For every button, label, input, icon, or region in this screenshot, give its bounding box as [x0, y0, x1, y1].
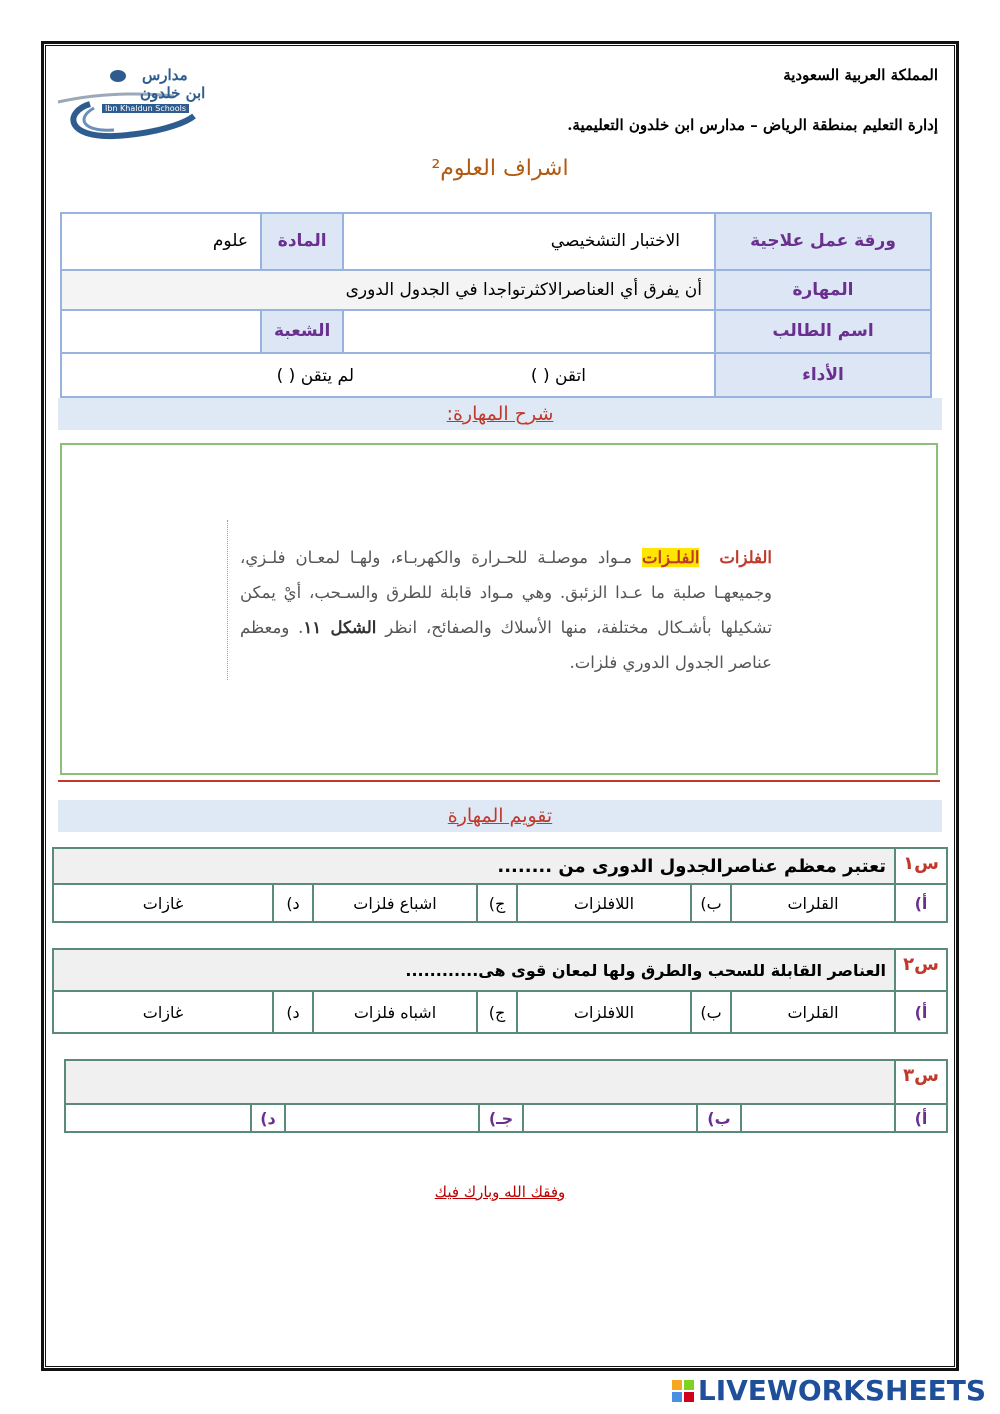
liveworksheets-logo-icon — [672, 1380, 694, 1402]
figure-reference: الشكل ١١ — [303, 618, 377, 637]
skill-label: المهارة — [715, 270, 931, 310]
question-2-number: س٢ — [895, 949, 947, 991]
logo-text-name: ابن خلدون — [140, 84, 206, 102]
logo-text-schools: مدارس — [142, 66, 188, 84]
skill-value: أن يفرق أي العناصرالاكثرتواجدا في الجدول الدورى — [61, 270, 715, 310]
not-mastered-option[interactable]: لم يتقن ( ) — [276, 365, 354, 386]
kingdom-title: المملكة العربية السعودية — [783, 66, 938, 84]
evaluation-heading: تقويم المهارة — [447, 805, 553, 827]
test-name: الاختبار التشخيصي — [343, 213, 715, 270]
evaluation-heading-band — [58, 800, 942, 832]
school-logo — [54, 62, 214, 144]
question-1-option-d[interactable]: غازات — [53, 884, 273, 922]
question-1-option-a-letter: أ) — [895, 884, 947, 922]
question-2-option-b[interactable]: اللافلزات — [517, 991, 691, 1033]
question-2-text: العناصر القابلة للسحب والطرق ولها لمعان قوى هى............ — [53, 949, 895, 991]
section-field[interactable] — [61, 310, 261, 352]
explanation-paragraph — [240, 540, 772, 680]
question-2-option-c-letter: ج) — [477, 991, 517, 1033]
question-3-option-c-letter: جـ) — [479, 1104, 523, 1132]
question-3-option-b-letter: ب) — [697, 1104, 741, 1132]
question-1-option-c[interactable]: اشباع فلزات — [313, 884, 477, 922]
explanation-text-1: مـواد موصلـة للحـرارة والكهربـاء، ولهـا لمعـان فلـزي، وجميعهـا صلبة ما عـدا الزئبق. وهي مـواد قابلة للطرق والسـحب، أيْ يمكن تشكيلها بأشـكال مختلفة، منها الأسلاك والصفائح، انظر — [240, 548, 772, 637]
liveworksheets-brand — [672, 1374, 986, 1407]
question-1-option-a[interactable]: القلرات — [731, 884, 895, 922]
section-label: الشعبة — [261, 310, 343, 352]
red-divider — [58, 780, 940, 782]
question-1-text: تعتبر معظم عناصرالجدول الدورى من ........ — [53, 848, 895, 884]
term-label: الفلزات — [719, 548, 772, 567]
liveworksheets-text: LIVEWORKSHEETS — [697, 1374, 986, 1407]
explanation-heading: شرح المهارة: — [446, 403, 554, 425]
logo-swoosh-icon — [54, 62, 214, 144]
worksheet-label: ورقة عمل علاجية — [715, 213, 931, 270]
question-3-option-d-letter: د) — [251, 1104, 285, 1132]
question-3-option-a-letter: أ) — [895, 1104, 947, 1132]
question-2-option-d-letter: د) — [273, 991, 313, 1033]
question-2-option-a-letter: أ) — [895, 991, 947, 1033]
question-3-option-d[interactable] — [65, 1104, 251, 1132]
question-2-option-c[interactable]: اشباه فلزات — [313, 991, 477, 1033]
performance-label: الأداء — [715, 353, 931, 398]
question-1-option-b[interactable]: اللافلزات — [517, 884, 691, 922]
question-2-option-a[interactable]: القلرات — [731, 991, 895, 1033]
dotted-divider — [227, 520, 228, 680]
question-3-option-a[interactable] — [741, 1104, 895, 1132]
subject-value: علوم — [61, 213, 261, 270]
explanation-text-2: . ومعظم عناصر الجدول الدوري فلزات. — [240, 618, 772, 672]
question-3-option-c[interactable] — [285, 1104, 479, 1132]
info-table — [60, 212, 932, 398]
performance-row — [61, 353, 715, 398]
subject-label: المادة — [261, 213, 343, 270]
question-3-option-b[interactable] — [523, 1104, 697, 1132]
administration-title: إدارة التعليم بمنطقة الرياض – مدارس ابن خلدون التعليمية. — [567, 116, 938, 134]
question-3-number: س٣ — [895, 1060, 947, 1104]
student-name-field[interactable] — [343, 310, 715, 352]
question-2 — [52, 948, 948, 1034]
student-name-label: اسم الطالب — [715, 310, 931, 352]
question-1-option-c-letter: ج) — [477, 884, 517, 922]
mastered-option[interactable]: اتقن ( ) — [530, 365, 586, 386]
logo-text-english: Ibn Khaldun Schools — [102, 104, 189, 113]
question-1-option-b-letter: ب) — [691, 884, 731, 922]
question-2-option-d[interactable]: غازات — [53, 991, 273, 1033]
page-title: اشراف العلوم² — [431, 156, 569, 181]
question-3 — [64, 1059, 948, 1133]
question-1-number: س١ — [895, 848, 947, 884]
question-2-option-b-letter: ب) — [691, 991, 731, 1033]
term-highlight: الفلـزات — [641, 548, 700, 567]
question-3-text[interactable] — [65, 1060, 895, 1104]
question-1-option-d-letter: د) — [273, 884, 313, 922]
explanation-heading-band — [58, 398, 942, 430]
question-1 — [52, 847, 948, 923]
closing-message: وفقك الله وبارك فيك — [434, 1183, 566, 1201]
